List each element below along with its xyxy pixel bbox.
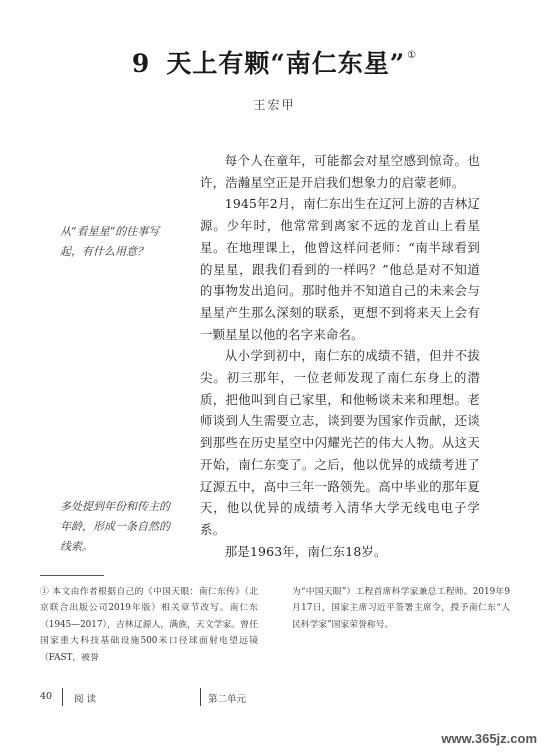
body-text — [200, 150, 480, 562]
section-label: 阅 读 — [74, 694, 97, 705]
author-name: 王宏甲 — [253, 98, 296, 112]
footer-divider — [62, 688, 63, 706]
paragraph: 1945年2月，南仁东出生在辽河上游的吉林辽源。少年时，他常常到离家不远的龙首山上看星星。在地理课上，他曾这样问老师：“南半球看到的星星，跟我们看到的一样吗？”他总是对不知道的事物发出追问。那时他并不知道自己的未来会与星星产生那么深刻的联系，更想不到将来天上会有一颗星星以他的名字来命名。 — [200, 196, 480, 342]
watermark: www.365jz.com — [441, 731, 537, 746]
paragraph: 每个人在童年，可能都会对星空感到惊奇。也许，浩瀚星空正是开启我们想象力的启蒙老师。 — [200, 153, 480, 190]
chapter-title — [0, 44, 549, 80]
paragraph: 那是1963年，南仁东18岁。 — [224, 543, 387, 559]
paragraph: 从小学到初中，南仁东的成绩不错，但并不拔尖。初三那年，一位老师发现了南仁东身上的潜质，把他叫到自己家里，和他畅谈未来和理想。老师谈到人生需要立志，谈到要为国家作贡献，还谈到那些在历史星空中闪耀光芒的伟大人物。从这天开始，南仁东变了。之后，他以优异的成绩考进了辽源五中，高中三年一路领先。高中毕业的那年夏天，他以优异的成绩考入清华大学无线电电子学系。 — [200, 348, 480, 537]
footer-divider — [200, 688, 201, 706]
page-footer — [40, 688, 520, 708]
chapter-number: 9 — [131, 49, 151, 78]
footnote-marker: ① — [407, 50, 418, 61]
margin-note: 多处提到年份和传主的年龄，形成一条自然的线索。 — [60, 500, 170, 553]
margin-note: 从“看星星”的往事写起，有什么用意？ — [60, 225, 160, 258]
footnote-divider — [40, 575, 104, 576]
footnote-text-right: 为“中国天眼”）工程首席科学家兼总工程师。2019年9月17日，国家主席习近平签署主席令，授予南仁东“人民科学家”国家荣誉称号。 — [292, 587, 510, 630]
footnote-text-left: ① 本文由作者根据自己的《中国天眼：南仁东传》（北京联合出版公司2019年版）相关章节改写。南仁东（1945—2017），吉林辽源人，满族，天文学家。曾任国家重大科技基础设施500米口径球面射电望远镜（FAST，被誉 — [40, 587, 258, 663]
chapter-title-text: 天上有颗“南仁东星” — [166, 49, 406, 78]
page-number: 40 — [40, 691, 53, 702]
unit-label: 第二单元 — [208, 694, 247, 705]
